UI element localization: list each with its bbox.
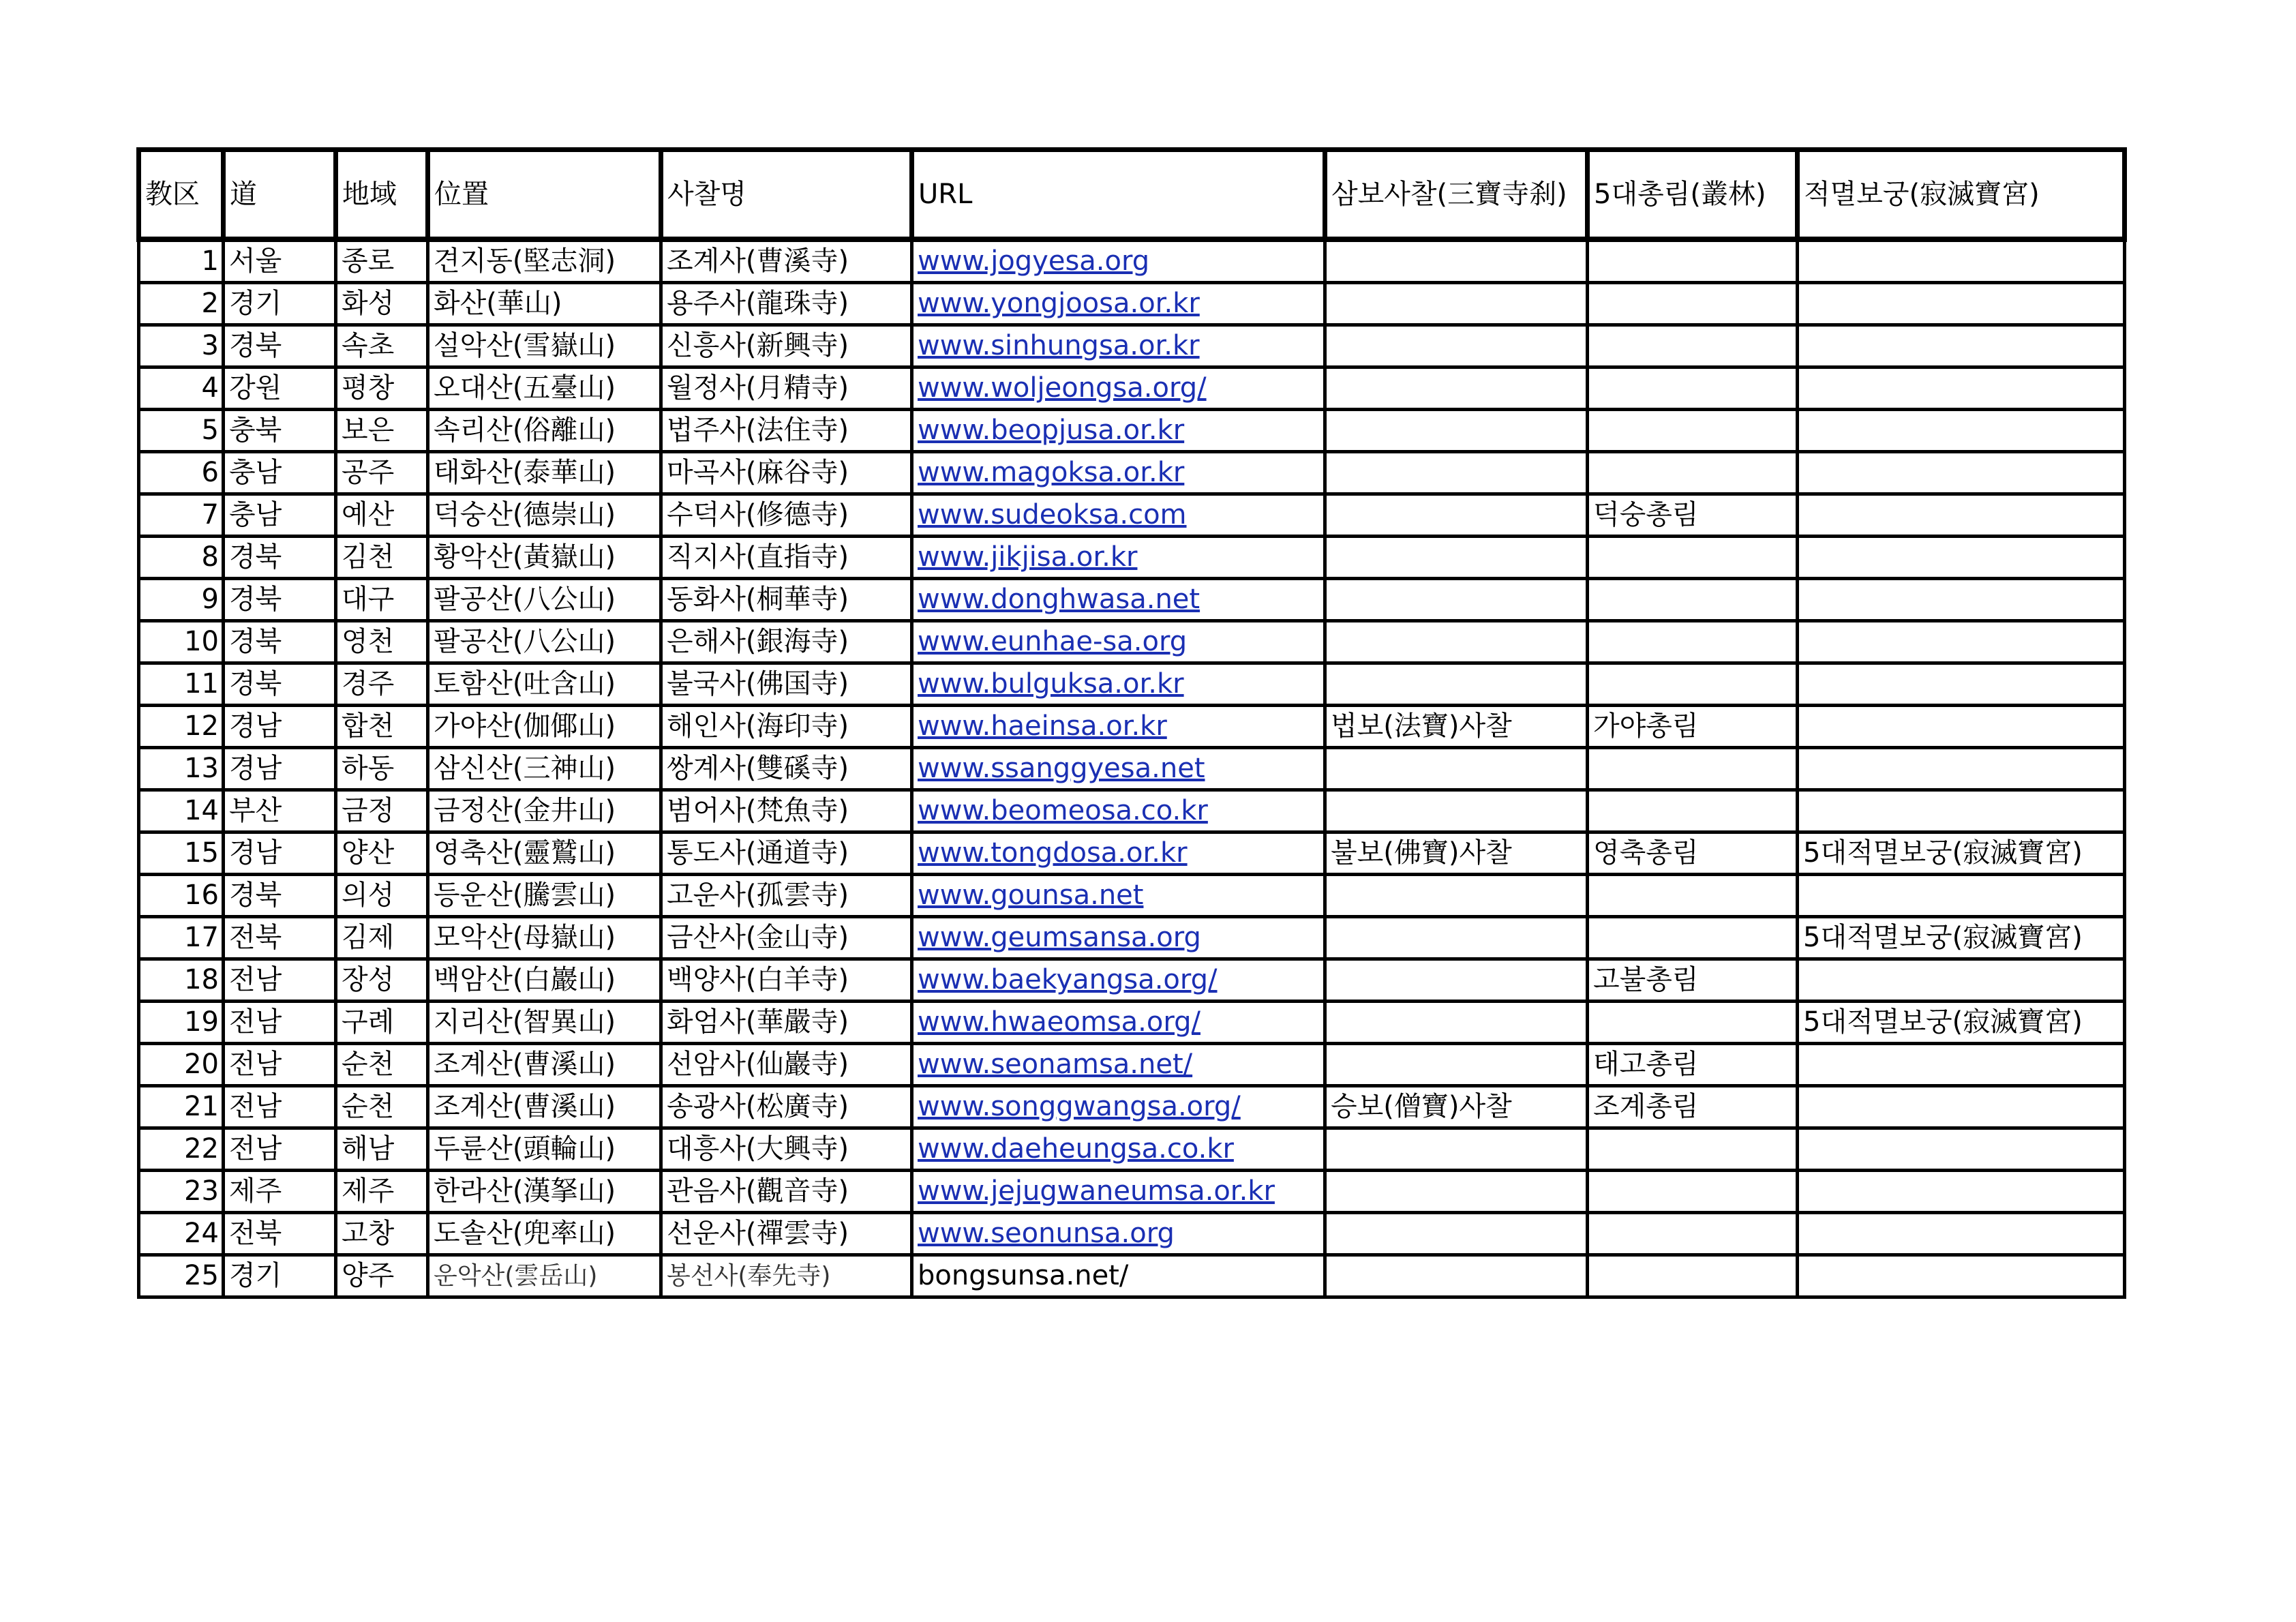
cell-region: 순천	[336, 1086, 428, 1128]
cell-province: 경남	[224, 832, 336, 875]
cell-no: 10	[139, 621, 224, 663]
table-row	[139, 790, 2125, 832]
cell-location: 조계산(曹溪山)	[428, 1086, 661, 1128]
cell-province: 전북	[224, 1213, 336, 1255]
cell-location: 태화산(泰華山)	[428, 452, 661, 494]
header-cell-diocese: 教区	[139, 150, 224, 240]
cell-jeokmyeol	[1798, 1044, 2125, 1086]
cell-no: 1	[139, 239, 224, 283]
cell-location: 화산(華山)	[428, 283, 661, 325]
temple-url-link[interactable]: www.tongdosa.or.kr	[918, 837, 1188, 869]
cell-temple: 쌍계사(雙磎寺)	[661, 748, 912, 790]
table-row	[139, 875, 2125, 917]
cell-chongnim	[1588, 1213, 1798, 1255]
cell-jeokmyeol	[1798, 283, 2125, 325]
table-row	[139, 1213, 2125, 1255]
cell-chongnim	[1588, 1255, 1798, 1297]
cell-province: 경북	[224, 537, 336, 579]
cell-chongnim	[1588, 1171, 1798, 1213]
cell-url	[912, 748, 1325, 790]
cell-temple: 해인사(海印寺)	[661, 706, 912, 748]
table-row	[139, 832, 2125, 875]
cell-temple: 동화사(桐華寺)	[661, 579, 912, 621]
cell-province: 경북	[224, 875, 336, 917]
cell-chongnim	[1588, 283, 1798, 325]
cell-sambo	[1325, 663, 1588, 706]
cell-url	[912, 367, 1325, 410]
cell-region: 김제	[336, 917, 428, 959]
cell-region: 영천	[336, 621, 428, 663]
table-row	[139, 959, 2125, 1002]
cell-no: 3	[139, 325, 224, 367]
cell-no: 13	[139, 748, 224, 790]
cell-url	[912, 325, 1325, 367]
temple-url-link[interactable]: www.gounsa.net	[918, 880, 1144, 911]
cell-location: 팔공산(八公山)	[428, 579, 661, 621]
header-cell-temple: 사찰명	[661, 150, 912, 240]
cell-temple: 화엄사(華嚴寺)	[661, 1002, 912, 1044]
cell-chongnim	[1588, 790, 1798, 832]
cell-chongnim	[1588, 239, 1798, 283]
cell-province: 경기	[224, 1255, 336, 1297]
cell-jeokmyeol: 5대적멸보궁(寂滅寶宮)	[1798, 1002, 2125, 1044]
temple-url-link[interactable]: www.baekyangsa.org/	[918, 964, 1218, 995]
cell-province: 서울	[224, 239, 336, 283]
cell-sambo	[1325, 875, 1588, 917]
cell-no: 2	[139, 283, 224, 325]
header-row	[139, 150, 2125, 240]
cell-province: 경북	[224, 663, 336, 706]
cell-url	[912, 706, 1325, 748]
cell-jeokmyeol	[1798, 367, 2125, 410]
cell-chongnim	[1588, 1002, 1798, 1044]
cell-temple: 금산사(金山寺)	[661, 917, 912, 959]
cell-jeokmyeol	[1798, 1255, 2125, 1297]
cell-region: 김천	[336, 537, 428, 579]
cell-temple: 불국사(佛国寺)	[661, 663, 912, 706]
cell-no: 7	[139, 494, 224, 537]
cell-location: 금정산(金井山)	[428, 790, 661, 832]
cell-url	[912, 579, 1325, 621]
cell-no: 9	[139, 579, 224, 621]
cell-temple: 통도사(通道寺)	[661, 832, 912, 875]
table-row	[139, 239, 2125, 283]
cell-location: 팔공산(八公山)	[428, 621, 661, 663]
cell-url	[912, 1002, 1325, 1044]
cell-temple: 조계사(曹溪寺)	[661, 239, 912, 283]
temple-url-link[interactable]: www.donghwasa.net	[918, 584, 1200, 615]
cell-sambo	[1325, 325, 1588, 367]
cell-jeokmyeol	[1798, 1171, 2125, 1213]
header-cell-chongnim: 5대총림(叢林)	[1588, 150, 1798, 240]
temple-url-link[interactable]: www.ssanggyesa.net	[918, 753, 1205, 784]
temple-url-link[interactable]: www.daeheungsa.co.kr	[918, 1133, 1234, 1165]
cell-jeokmyeol	[1798, 663, 2125, 706]
cell-jeokmyeol	[1798, 1213, 2125, 1255]
cell-no: 11	[139, 663, 224, 706]
temple-url-link[interactable]: www.magoksa.or.kr	[918, 457, 1185, 488]
cell-province: 경남	[224, 748, 336, 790]
table-row	[139, 1044, 2125, 1086]
cell-sambo	[1325, 748, 1588, 790]
cell-url	[912, 494, 1325, 537]
header-cell-jeokmyeol: 적멸보궁(寂滅寶宮)	[1798, 150, 2125, 240]
cell-url	[912, 1171, 1325, 1213]
cell-jeokmyeol	[1798, 1128, 2125, 1171]
cell-location: 황악산(黃嶽山)	[428, 537, 661, 579]
cell-url	[912, 1128, 1325, 1171]
cell-no: 22	[139, 1128, 224, 1171]
temple-url-link[interactable]: www.jogyesa.org	[918, 245, 1150, 277]
cell-no: 20	[139, 1044, 224, 1086]
cell-region: 경주	[336, 663, 428, 706]
table-row	[139, 283, 2125, 325]
table-row	[139, 1128, 2125, 1171]
header-cell-location: 位置	[428, 150, 661, 240]
cell-jeokmyeol: 5대적멸보궁(寂滅寶宮)	[1798, 917, 2125, 959]
cell-no: 17	[139, 917, 224, 959]
cell-chongnim	[1588, 325, 1798, 367]
cell-jeokmyeol	[1798, 410, 2125, 452]
table-header	[139, 150, 2125, 240]
cell-location: 속리산(俗離山)	[428, 410, 661, 452]
cell-chongnim	[1588, 875, 1798, 917]
cell-no: 18	[139, 959, 224, 1002]
header-cell-province: 道	[224, 150, 336, 240]
temple-url-link[interactable]: www.eunhae-sa.org	[918, 626, 1188, 657]
cell-jeokmyeol	[1798, 621, 2125, 663]
cell-region: 제주	[336, 1171, 428, 1213]
cell-url	[912, 410, 1325, 452]
cell-url	[912, 1213, 1325, 1255]
cell-jeokmyeol	[1798, 1086, 2125, 1128]
cell-region: 종로	[336, 239, 428, 283]
cell-province: 경남	[224, 706, 336, 748]
table-row	[139, 706, 2125, 748]
cell-jeokmyeol	[1798, 579, 2125, 621]
cell-location: 등운산(騰雲山)	[428, 875, 661, 917]
cell-url	[912, 875, 1325, 917]
cell-temple: 법주사(法住寺)	[661, 410, 912, 452]
cell-region: 양주	[336, 1255, 428, 1297]
header-cell-sambo: 삼보사찰(三寶寺刹)	[1325, 150, 1588, 240]
cell-location: 지리산(智異山)	[428, 1002, 661, 1044]
cell-sambo	[1325, 410, 1588, 452]
cell-chongnim: 조계총림	[1588, 1086, 1798, 1128]
temple-url-link[interactable]: www.woljeongsa.org/	[918, 372, 1207, 404]
cell-province: 부산	[224, 790, 336, 832]
temple-table	[136, 147, 2127, 1299]
cell-temple: 은해사(銀海寺)	[661, 621, 912, 663]
cell-location: 한라산(漢拏山)	[428, 1171, 661, 1213]
cell-region: 평창	[336, 367, 428, 410]
cell-no: 4	[139, 367, 224, 410]
cell-region: 보은	[336, 410, 428, 452]
cell-temple: 관음사(觀音寺)	[661, 1171, 912, 1213]
cell-chongnim	[1588, 410, 1798, 452]
cell-province: 충북	[224, 410, 336, 452]
cell-sambo	[1325, 1002, 1588, 1044]
cell-url	[912, 621, 1325, 663]
cell-sambo: 불보(佛寶)사찰	[1325, 832, 1588, 875]
cell-province: 전남	[224, 1044, 336, 1086]
table-row	[139, 452, 2125, 494]
cell-url	[912, 537, 1325, 579]
cell-no: 15	[139, 832, 224, 875]
table-row	[139, 537, 2125, 579]
temple-url-link[interactable]: www.beomeosa.co.kr	[918, 795, 1208, 826]
cell-location: 삼신산(三神山)	[428, 748, 661, 790]
cell-jeokmyeol	[1798, 452, 2125, 494]
cell-location: 운악산(雲岳山)	[428, 1255, 661, 1297]
table-row	[139, 579, 2125, 621]
cell-province: 충남	[224, 494, 336, 537]
cell-url: bongsunsa.net/	[912, 1255, 1325, 1297]
cell-chongnim: 덕숭총림	[1588, 494, 1798, 537]
cell-region: 화성	[336, 283, 428, 325]
cell-chongnim	[1588, 452, 1798, 494]
cell-jeokmyeol	[1798, 875, 2125, 917]
cell-region: 순천	[336, 1044, 428, 1086]
cell-province: 경북	[224, 621, 336, 663]
cell-province: 전남	[224, 1086, 336, 1128]
cell-url	[912, 790, 1325, 832]
cell-temple: 범어사(梵魚寺)	[661, 790, 912, 832]
table-row	[139, 917, 2125, 959]
cell-sambo	[1325, 367, 1588, 410]
table-row	[139, 410, 2125, 452]
cell-location: 두륜산(頭輪山)	[428, 1128, 661, 1171]
cell-temple: 대흥사(大興寺)	[661, 1128, 912, 1171]
cell-region: 공주	[336, 452, 428, 494]
cell-temple: 선암사(仙巖寺)	[661, 1044, 912, 1086]
table-row	[139, 621, 2125, 663]
cell-jeokmyeol	[1798, 537, 2125, 579]
table-row	[139, 325, 2125, 367]
cell-chongnim: 태고총림	[1588, 1044, 1798, 1086]
cell-jeokmyeol	[1798, 706, 2125, 748]
cell-region: 예산	[336, 494, 428, 537]
cell-province: 강원	[224, 367, 336, 410]
cell-temple: 신흥사(新興寺)	[661, 325, 912, 367]
cell-no: 8	[139, 537, 224, 579]
cell-location: 토함산(吐含山)	[428, 663, 661, 706]
cell-no: 14	[139, 790, 224, 832]
cell-chongnim	[1588, 917, 1798, 959]
cell-jeokmyeol	[1798, 790, 2125, 832]
cell-temple: 수덕사(修德寺)	[661, 494, 912, 537]
temple-url-link[interactable]: www.jejugwaneumsa.or.kr	[918, 1175, 1275, 1207]
cell-temple: 송광사(松廣寺)	[661, 1086, 912, 1128]
cell-location: 견지동(堅志洞)	[428, 239, 661, 283]
cell-chongnim	[1588, 367, 1798, 410]
cell-location: 오대산(五臺山)	[428, 367, 661, 410]
cell-url	[912, 959, 1325, 1002]
cell-sambo	[1325, 452, 1588, 494]
cell-url	[912, 663, 1325, 706]
cell-temple: 마곡사(麻谷寺)	[661, 452, 912, 494]
table-row	[139, 1086, 2125, 1128]
cell-url	[912, 832, 1325, 875]
cell-temple: 직지사(直指寺)	[661, 537, 912, 579]
cell-no: 21	[139, 1086, 224, 1128]
cell-jeokmyeol	[1798, 494, 2125, 537]
cell-temple: 고운사(孤雲寺)	[661, 875, 912, 917]
temple-url-link[interactable]: www.sinhungsa.or.kr	[918, 330, 1200, 361]
cell-province: 제주	[224, 1171, 336, 1213]
temple-url-link[interactable]: www.haeinsa.or.kr	[918, 710, 1167, 742]
cell-chongnim	[1588, 1128, 1798, 1171]
cell-province: 전남	[224, 959, 336, 1002]
table-row	[139, 663, 2125, 706]
cell-province: 경북	[224, 579, 336, 621]
cell-region: 속초	[336, 325, 428, 367]
cell-province: 전남	[224, 1128, 336, 1171]
temple-url-link[interactable]: www.jikjisa.or.kr	[918, 541, 1138, 573]
table-row	[139, 1002, 2125, 1044]
cell-jeokmyeol	[1798, 325, 2125, 367]
cell-location: 설악산(雪嶽山)	[428, 325, 661, 367]
cell-jeokmyeol	[1798, 239, 2125, 283]
cell-sambo	[1325, 1044, 1588, 1086]
cell-province: 전남	[224, 1002, 336, 1044]
cell-temple: 봉선사(奉先寺)	[661, 1255, 912, 1297]
cell-region: 고창	[336, 1213, 428, 1255]
table-row	[139, 1171, 2125, 1213]
cell-region: 합천	[336, 706, 428, 748]
cell-location: 도솔산(兜率山)	[428, 1213, 661, 1255]
temple-url-link[interactable]: www.beopjusa.or.kr	[918, 415, 1185, 446]
cell-no: 25	[139, 1255, 224, 1297]
table-row	[139, 748, 2125, 790]
temple-url-link[interactable]: www.bulguksa.or.kr	[918, 668, 1184, 700]
cell-sambo	[1325, 917, 1588, 959]
cell-province: 전북	[224, 917, 336, 959]
cell-province: 충남	[224, 452, 336, 494]
cell-location: 영축산(靈鷲山)	[428, 832, 661, 875]
cell-sambo	[1325, 283, 1588, 325]
cell-region: 하동	[336, 748, 428, 790]
header-cell-url: URL	[912, 150, 1325, 240]
cell-chongnim: 가야총림	[1588, 706, 1798, 748]
cell-province: 경기	[224, 283, 336, 325]
cell-jeokmyeol: 5대적멸보궁(寂滅寶宮)	[1798, 832, 2125, 875]
cell-no: 12	[139, 706, 224, 748]
cell-sambo: 법보(法寶)사찰	[1325, 706, 1588, 748]
cell-sambo	[1325, 579, 1588, 621]
cell-jeokmyeol	[1798, 748, 2125, 790]
cell-jeokmyeol	[1798, 959, 2125, 1002]
cell-province: 경북	[224, 325, 336, 367]
cell-no: 16	[139, 875, 224, 917]
header-cell-region: 地域	[336, 150, 428, 240]
cell-chongnim	[1588, 537, 1798, 579]
cell-no: 6	[139, 452, 224, 494]
temple-url-link[interactable]: www.geumsansa.org	[918, 922, 1201, 953]
temple-url-link[interactable]: www.sudeoksa.com	[918, 499, 1187, 530]
cell-url	[912, 1044, 1325, 1086]
temple-url-link[interactable]: www.yongjoosa.or.kr	[918, 288, 1200, 319]
cell-chongnim	[1588, 579, 1798, 621]
cell-sambo	[1325, 790, 1588, 832]
cell-sambo	[1325, 621, 1588, 663]
cell-region: 금정	[336, 790, 428, 832]
temple-url-link[interactable]: www.songgwangsa.org/	[918, 1091, 1241, 1122]
cell-region: 양산	[336, 832, 428, 875]
cell-region: 장성	[336, 959, 428, 1002]
table-row	[139, 494, 2125, 537]
cell-sambo	[1325, 537, 1588, 579]
cell-no: 24	[139, 1213, 224, 1255]
cell-url	[912, 239, 1325, 283]
cell-chongnim	[1588, 621, 1798, 663]
table-row	[139, 1255, 2125, 1297]
cell-sambo	[1325, 494, 1588, 537]
cell-region: 대구	[336, 579, 428, 621]
cell-sambo	[1325, 1128, 1588, 1171]
cell-no: 23	[139, 1171, 224, 1213]
temple-url-link[interactable]: www.seonamsa.net/	[918, 1049, 1193, 1080]
cell-chongnim: 고불총림	[1588, 959, 1798, 1002]
table-body	[139, 239, 2125, 1297]
cell-sambo	[1325, 1213, 1588, 1255]
cell-sambo	[1325, 239, 1588, 283]
cell-no: 19	[139, 1002, 224, 1044]
cell-sambo: 승보(僧寶)사찰	[1325, 1086, 1588, 1128]
cell-chongnim	[1588, 663, 1798, 706]
cell-temple: 백양사(白羊寺)	[661, 959, 912, 1002]
cell-url	[912, 452, 1325, 494]
cell-chongnim: 영축총림	[1588, 832, 1798, 875]
table-row	[139, 367, 2125, 410]
cell-url	[912, 1086, 1325, 1128]
cell-region: 의성	[336, 875, 428, 917]
cell-temple: 월정사(月精寺)	[661, 367, 912, 410]
cell-url	[912, 283, 1325, 325]
cell-temple: 용주사(龍珠寺)	[661, 283, 912, 325]
cell-location: 조계산(曹溪山)	[428, 1044, 661, 1086]
cell-url	[912, 917, 1325, 959]
cell-region: 구례	[336, 1002, 428, 1044]
temple-url-link[interactable]: www.seonunsa.org	[918, 1218, 1175, 1249]
cell-temple: 선운사(禪雲寺)	[661, 1213, 912, 1255]
cell-sambo	[1325, 1255, 1588, 1297]
cell-region: 해남	[336, 1128, 428, 1171]
cell-location: 모악산(母嶽山)	[428, 917, 661, 959]
cell-location: 가야산(伽倻山)	[428, 706, 661, 748]
cell-sambo	[1325, 1171, 1588, 1213]
cell-no: 5	[139, 410, 224, 452]
cell-chongnim	[1588, 748, 1798, 790]
cell-sambo	[1325, 959, 1588, 1002]
temple-url-link[interactable]: www.hwaeomsa.org/	[918, 1006, 1200, 1038]
cell-location: 백암산(白巖山)	[428, 959, 661, 1002]
cell-location: 덕숭산(德崇山)	[428, 494, 661, 537]
